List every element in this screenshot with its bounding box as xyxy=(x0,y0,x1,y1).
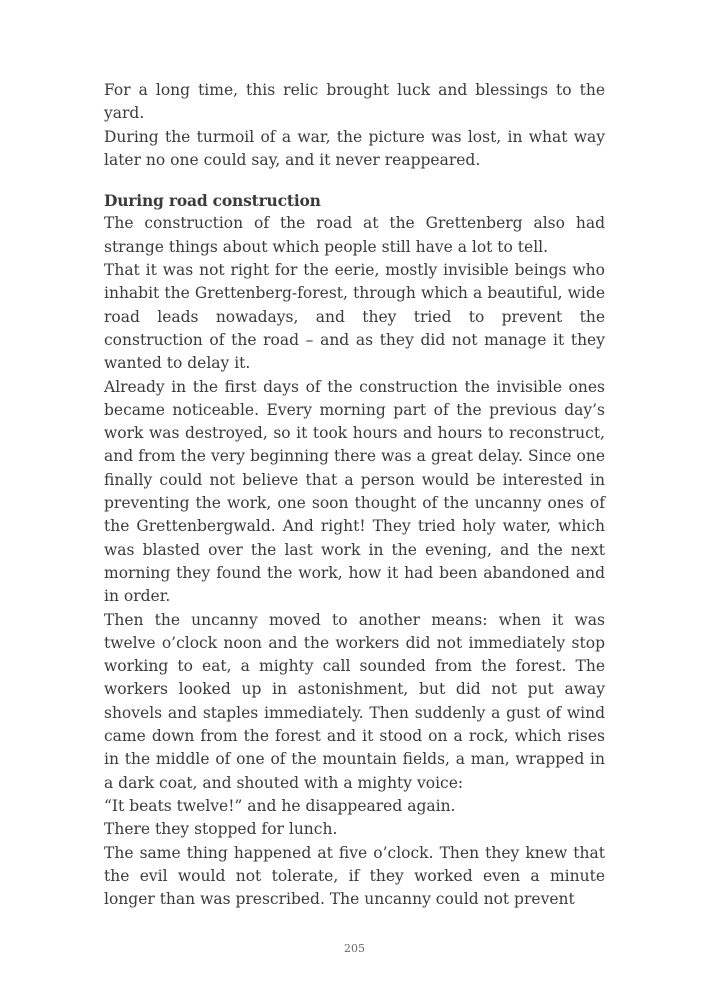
paragraph: The construction of the road at the Grettenberg also had strange things about which people still have a lot to tell. xyxy=(104,214,605,256)
section-heading: During road construction xyxy=(104,191,321,211)
paragraph: Already in the first days of the construction the invisible ones became noticeable. Every morning part of the previous day’s work was destroyed, so it took hours and hours to reconstruct, and from the very beginning there was a great delay. Since one finally could not believe that a person would be interested in preventing the work, one soon thought of the uncanny ones of the Grettenbergwald. And right! They tried holy water, which was blasted over the last work in the evening, and the next morning they found the work, how it had been abandoned and in order. xyxy=(104,377,605,606)
paragraph: For a long time, this relic brought luck and blessings to the yard. xyxy=(104,81,605,123)
paragraph: There they stopped for lunch. xyxy=(104,820,338,839)
paragraph: The same thing happened at five o’clock. Then they knew that the evil would not tolerate, if they worked even a minute longer than was prescribed. The uncanny could not prevent xyxy=(104,843,605,909)
paragraph: Then the uncanny moved to another means: when it was twelve o’clock noon and the workers did not immediately stop working to eat, a mighty call sounded from the forest. The workers looked up in astonishment, but did not put away shovels and staples immediately. Then suddenly a gust of wind came down from the forest and it stood on a rock, which rises in the middle of one of the mountain fields, a man, wrapped in a dark coat, and shouted with a mighty voice: xyxy=(104,610,605,792)
page-body xyxy=(104,79,605,911)
section-gap xyxy=(104,172,605,189)
page-number: 205 xyxy=(344,942,365,955)
paragraph: “It beats twelve!” and he disappeared again. xyxy=(104,796,456,815)
paragraph: During the turmoil of a war, the picture was lost, in what way later no one could say, and it never reappeared. xyxy=(104,127,605,169)
paragraph: That it was not right for the eerie, mostly invisible beings who inhabit the Grettenberg-forest, through which a beautiful, wide road leads nowadays, and they tried to prevent the construction of the road – and as they did not manage it they wanted to delay it. xyxy=(104,261,605,373)
